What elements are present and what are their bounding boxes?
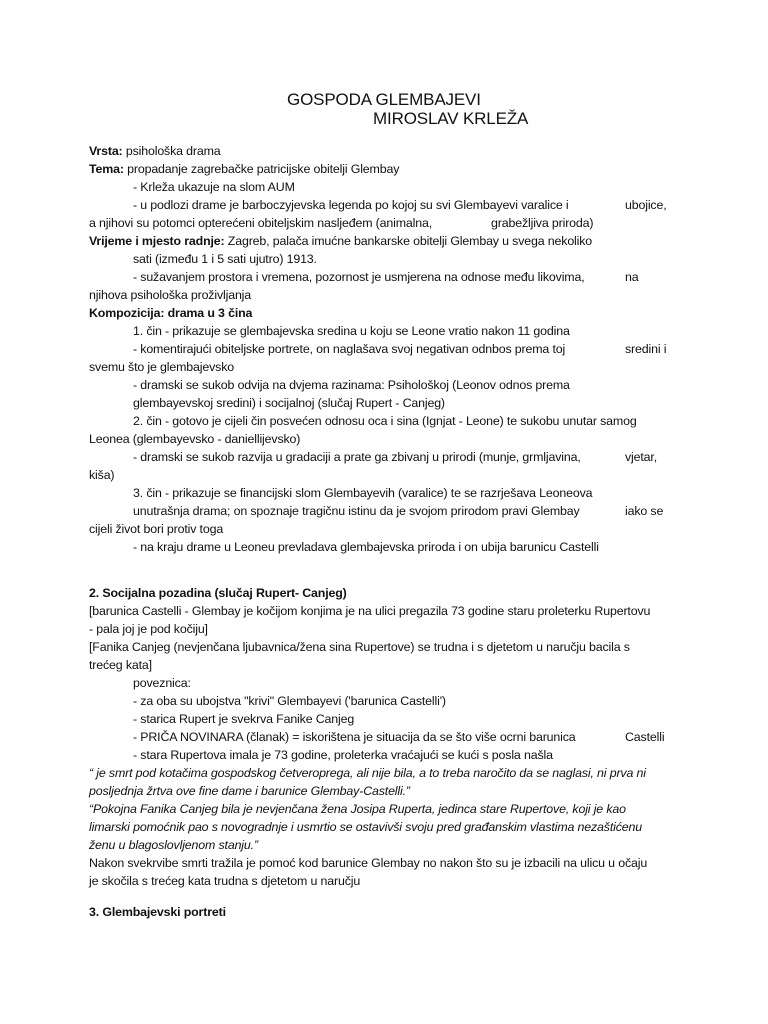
- tema-line: [89, 160, 399, 178]
- cin1-line-2b: sredini i: [625, 342, 667, 356]
- cin1-line-1: 1. čin - prikazuje se glembajevska sredina u koju se Leone vratio nakon 11 godina: [133, 324, 570, 338]
- closing-line-b: je skočila s trećeg kata trudna s djetetom u naručju: [89, 874, 361, 888]
- s2-bracket-1b: - pala joj je pod kočiju]: [89, 622, 208, 636]
- poveznica-label: poveznica:: [133, 676, 191, 690]
- poveznica-item-2: - starica Rupert je svekrva Fanike Canjeg: [133, 712, 355, 726]
- cin1-line-3a: - dramski se sukob odvija na dvjema razinama: Psihološkoj (Leonov odnos prema: [133, 378, 570, 392]
- cin2-line-3c: kiša): [89, 468, 115, 482]
- poveznica-item-4: - stara Rupertova imala je 73 godine, proleterka vraćajući se kući s posla našla: [133, 748, 553, 762]
- doc-title: GOSPODA GLEMBAJEVI: [287, 90, 481, 109]
- tema-line-1: - Krleža ukazuje na slom AUM: [133, 180, 295, 194]
- cin1-line-2a: - komentirajući obiteljske portrete, on naglašava svoj negativan odnbos prema toj: [133, 342, 566, 356]
- quote-1a: “ je smrt pod kotačima gospodskog četveroprega, ali nije bila, a to treba naročito da se naglasi, ni prva ni: [89, 766, 646, 780]
- cin3-line-3: - na kraju drame u Leoneu prevladava glembajevska priroda i on ubija barunicu Castelli: [133, 540, 599, 554]
- quote-2a: “Pokojna Fanika Canjeg bila je nevjenčana žena Josipa Ruperta, jedinca stare Rupertove, koji je kao: [89, 802, 626, 816]
- vrsta-label: Vrsta:: [89, 144, 123, 158]
- cin1-line-3b: glembayevskoj sredini) i socijalnoj (slučaj Rupert - Canjeg): [133, 396, 445, 410]
- tema-label: Tema:: [89, 162, 124, 176]
- quote-2b: limarski pomoćnik pao s novogradnje i usmrtio se ostavivši svoju pred građanskim vlastima nezaštićenu: [89, 820, 643, 834]
- vrijeme-line-2: sati (između 1 i 5 sati ujutro) 1913.: [133, 252, 317, 266]
- vrsta-value: psihološka drama: [122, 144, 221, 158]
- vrsta-line: [89, 142, 221, 160]
- tema-line-2c: a njihovi su potomci opterećeni obiteljskim nasljeđem (animalna,: [89, 216, 433, 230]
- closing-line-a: Nakon svekrvibe smrti tražila je pomoć kod barunice Glembay no nakon što su je izbacili na ulicu u očaju: [89, 856, 648, 870]
- cin1-line-2c: svemu što je glembajevsko: [89, 360, 235, 374]
- s2-bracket-2b: trećeg kata]: [89, 658, 152, 672]
- vrijeme-label: Vrijeme i mjesto radnje:: [89, 234, 225, 248]
- tema-line-2d: grabežljiva priroda): [491, 216, 594, 230]
- poveznica-item-3a: - PRIČA NOVINARA (članak) = iskorištena je situacija da se što više ocrni barunica: [133, 730, 576, 744]
- tema-line-2a: - u podlozi drame je barboczyjevska legenda po kojoj su svi Glembayevi varalice i: [133, 198, 569, 212]
- s2-bracket-1a: [barunica Castelli - Glembay je kočijom konjima je na ulici pregazila 73 godine staru proleterku Rupertovu: [89, 604, 651, 618]
- cin3-line-2a: unutrašnja drama; on spoznaje tragičnu istinu da je svojom prirodom pravi Glembay: [133, 504, 580, 518]
- quote-2c: ženu u blagoslovljenom stanju.”: [89, 838, 258, 852]
- cin2-line-1: 2. čin - gotovo je cijeli čin posvećen odnosu oca i sina (Ignjat - Leone) te sukobu unutar samog: [133, 414, 637, 428]
- cin2-line-2: Leonea (glembayevsko - daniellijevsko): [89, 432, 301, 446]
- kompozicija-label: Kompozicija:: [89, 306, 165, 320]
- vrijeme-line-3b: na: [625, 270, 639, 284]
- cin3-line-2b: iako se: [625, 504, 664, 518]
- cin2-line-3a: - dramski se sukob razvija u gradaciji a prate ga zbivanj u prirodi (munje, grmljavina,: [133, 450, 581, 464]
- cin2-line-3b: vjetar,: [625, 450, 658, 464]
- s2-bracket-2a: [Fanika Canjeg (nevjenčana ljubavnica/žena sina Rupertove) se trudna i s djetetom u naručju bacila s: [89, 640, 630, 654]
- vrijeme-line-3c: njihova psihološka proživljanja: [89, 288, 252, 302]
- tema-value: propadanje zagrebačke patricijske obitelji Glembay: [123, 162, 400, 176]
- poveznica-item-3b: Castelli: [625, 730, 665, 744]
- section-2-heading: 2. Socijalna pozadina (slučaj Rupert- Canjeg): [89, 586, 347, 600]
- tema-line-2b: ubojice,: [625, 198, 667, 212]
- doc-author: MIROSLAV KRLEŽA: [373, 109, 529, 128]
- quote-1b: posljednja žrtva ove fine dame i barunice Glembay-Castelli.”: [89, 784, 410, 798]
- cin3-line-2c: cijeli život bori protiv toga: [89, 522, 224, 536]
- vrijeme-line-3a: - sužavanjem prostora i vremena, pozornost je usmjerena na odnose među likovima,: [133, 270, 585, 284]
- section-3-heading: 3. Glembajevski portreti: [89, 905, 226, 919]
- kompozicija-line: [89, 304, 252, 322]
- kompozicija-value: drama u 3 čina: [164, 306, 253, 320]
- poveznica-item-1: - za oba su ubojstva "krivi" Glembayevi ('barunica Castelli'): [133, 694, 446, 708]
- vrijeme-value: Zagreb, palača imućne bankarske obitelji Glembay u svega nekoliko: [224, 234, 593, 248]
- cin3-line-1: 3. čin - prikazuje se financijski slom Glembayevih (varalice) te se razrješava Leoneova: [133, 486, 593, 500]
- vrijeme-line: [89, 232, 592, 250]
